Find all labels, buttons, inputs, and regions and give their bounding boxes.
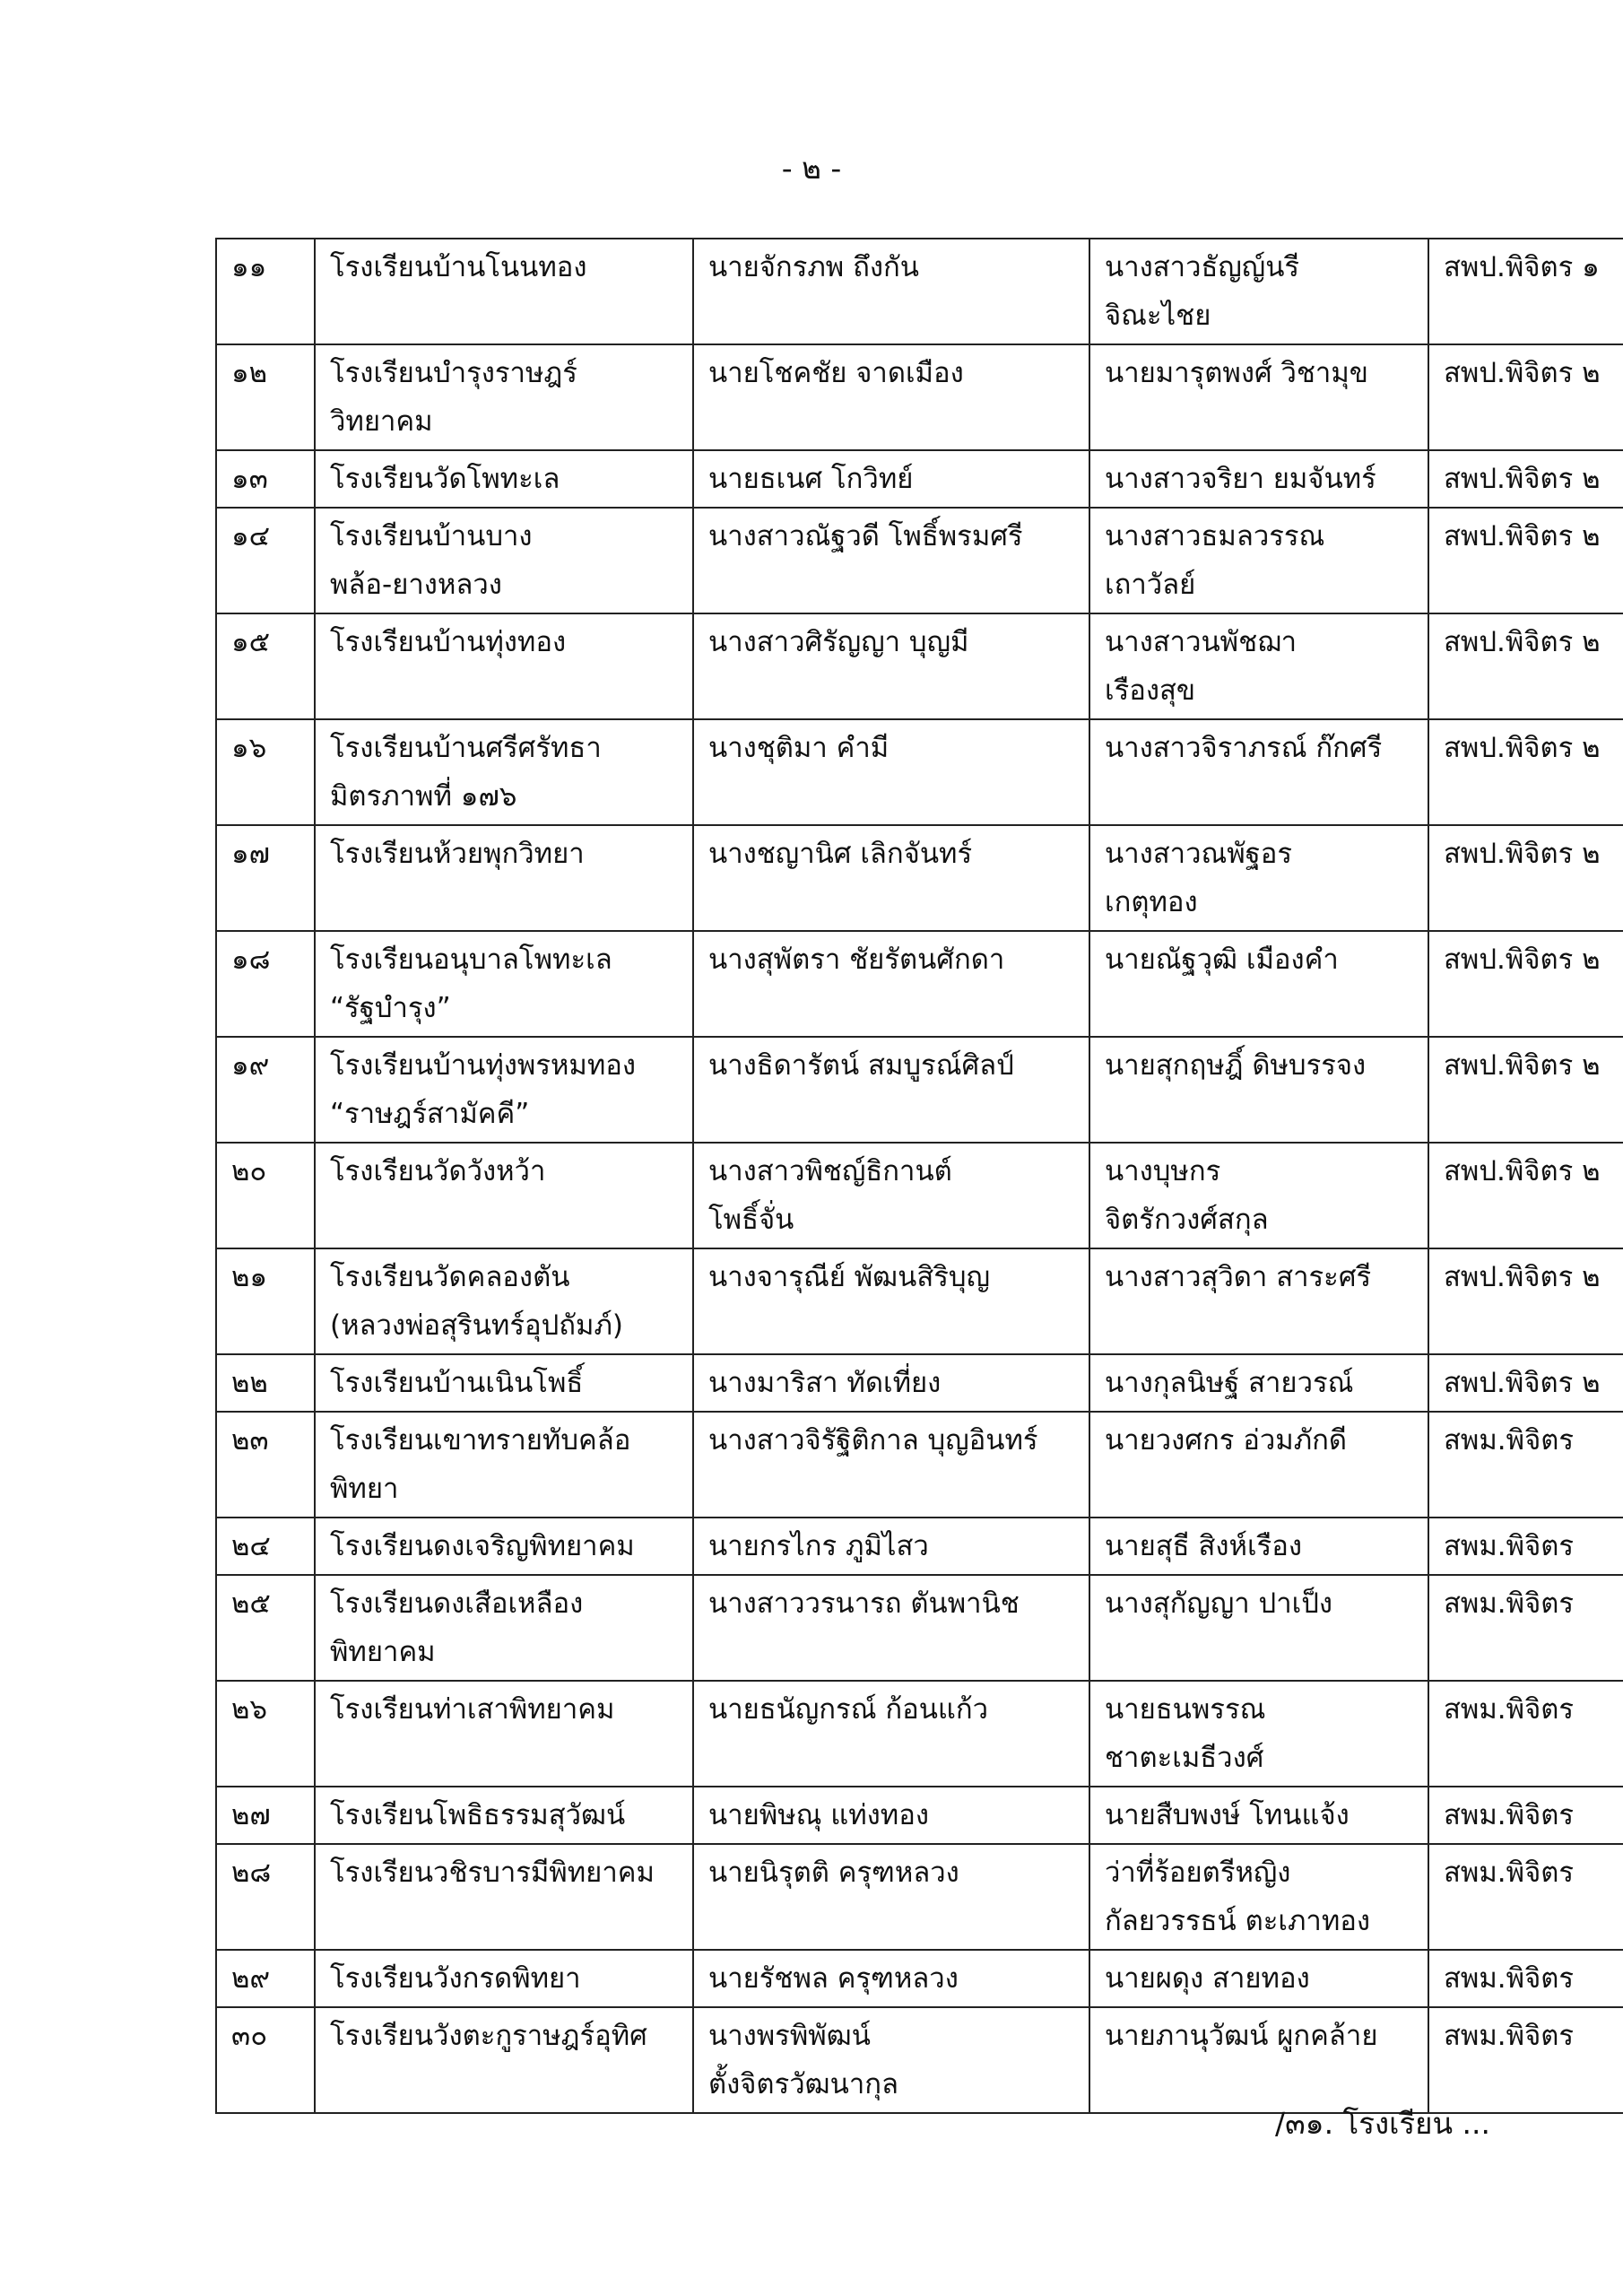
school-name-cell	[315, 1248, 693, 1354]
row-number-cell	[216, 1787, 315, 1844]
row-number-text: ๒๑	[231, 1261, 268, 1293]
deputy-name-line: นางสาวนพัชฌา	[1105, 626, 1298, 658]
deputy-name-cell	[1089, 1518, 1428, 1575]
row-number-cell	[216, 613, 315, 719]
row-number-cell	[216, 1950, 315, 2007]
school-name-line: โรงเรียนบ้านทุ่งทอง	[330, 626, 567, 658]
deputy-name-line: นายภานุวัฒน์ ผูกคล้าย	[1105, 2020, 1378, 2052]
row-number-cell	[216, 344, 315, 450]
director-name-line: นายรัชพล ครุฑหลวง	[708, 1962, 959, 1995]
row-number-cell	[216, 719, 315, 825]
office-text: สพป.พิจิตร ๒	[1444, 463, 1601, 495]
deputy-name-cell	[1089, 1143, 1428, 1248]
director-name-line: นางมาริสา ทัดเที่ยง	[708, 1367, 942, 1399]
director-name-cell	[693, 931, 1089, 1037]
deputy-name-cell	[1089, 1037, 1428, 1143]
school-name-line: วิทยาคม	[330, 405, 433, 438]
office-text: สพป.พิจิตร ๒	[1444, 357, 1601, 389]
table-row	[216, 239, 1623, 344]
office-text: สพม.พิจิตร	[1444, 1693, 1575, 1726]
deputy-name-cell	[1089, 931, 1428, 1037]
office-cell	[1428, 1518, 1623, 1575]
school-name-line: โรงเรียนวัดคลองตัน	[330, 1261, 570, 1293]
school-name-line: โรงเรียนห้วยพุกวิทยา	[330, 838, 585, 870]
deputy-name-cell	[1089, 1787, 1428, 1844]
row-number-cell	[216, 1143, 315, 1248]
school-name-cell	[315, 344, 693, 450]
table-row	[216, 344, 1623, 450]
office-cell	[1428, 613, 1623, 719]
deputy-name-cell	[1089, 2007, 1428, 2113]
director-name-line: นางสาวณัฐวดี โพธิ์พรมศรี	[708, 520, 1023, 552]
office-cell	[1428, 344, 1623, 450]
director-name-cell	[693, 1950, 1089, 2007]
director-name-cell	[693, 719, 1089, 825]
director-name-line: นายกรไกร ภูมิไสว	[708, 1530, 929, 1562]
director-name-line: นางธิดารัตน์ สมบูรณ์ศิลป์	[708, 1049, 1014, 1082]
office-cell	[1428, 719, 1623, 825]
deputy-name-cell	[1089, 508, 1428, 613]
deputy-name-line: นางสาวธัญญ์นรี	[1105, 251, 1300, 283]
school-name-line: โรงเรียนวังกรดพิทยา	[330, 1962, 581, 1995]
row-number-cell	[216, 1248, 315, 1354]
row-number-text: ๒๓	[231, 1424, 269, 1457]
school-name-cell	[315, 1844, 693, 1950]
school-name-line: พิทยา	[330, 1473, 399, 1505]
office-cell	[1428, 1248, 1623, 1354]
deputy-name-line: นางสุกัญญา ปาเป็ง	[1105, 1587, 1333, 1620]
row-number-cell	[216, 450, 315, 508]
school-name-cell	[315, 1354, 693, 1412]
office-text: สพป.พิจิตร ๒	[1444, 732, 1601, 764]
office-cell	[1428, 1412, 1623, 1518]
continuation-note: /๓๑. โรงเรียน ...	[1274, 2106, 1490, 2141]
row-number-text: ๑๑	[231, 251, 267, 283]
table-row	[216, 1950, 1623, 2007]
school-name-line: โรงเรียนบำรุงราษฎร์	[330, 357, 577, 389]
deputy-name-line: นางสาวณพัฐอร	[1105, 838, 1293, 870]
office-cell	[1428, 931, 1623, 1037]
director-name-cell	[693, 1681, 1089, 1787]
director-name-cell	[693, 1248, 1089, 1354]
row-number-cell	[216, 1518, 315, 1575]
director-name-cell	[693, 344, 1089, 450]
row-number-text: ๒๔	[231, 1530, 271, 1562]
row-number-text: ๑๒	[231, 357, 268, 389]
table-row	[216, 1143, 1623, 1248]
director-name-line: นายธเนศ โกวิทย์	[708, 463, 914, 495]
deputy-name-line: นางสาวจริยา ยมจันทร์	[1105, 463, 1376, 495]
deputy-name-line: นายธนพรรณ	[1105, 1693, 1266, 1726]
director-name-cell	[693, 825, 1089, 931]
table-row	[216, 450, 1623, 508]
school-name-line: (หลวงพ่อสุรินทร์อุปถัมภ์)	[330, 1309, 623, 1342]
office-text: สพป.พิจิตร ๒	[1444, 1155, 1601, 1187]
row-number-cell	[216, 1037, 315, 1143]
director-name-line: นายธนัญกรณ์ ก้อนแก้ว	[708, 1693, 989, 1726]
row-number-cell	[216, 508, 315, 613]
row-number-text: ๒๘	[231, 1857, 272, 1889]
director-name-line: นางสาวศิรัญญา บุญมี	[708, 626, 969, 658]
office-cell	[1428, 1575, 1623, 1681]
row-number-text: ๒๐	[231, 1155, 267, 1187]
director-name-line: นางชุติมา คำมี	[708, 732, 890, 764]
school-name-line: “ราษฎร์สามัคคี”	[330, 1098, 530, 1130]
school-name-cell	[315, 450, 693, 508]
school-name-line: “รัฐบำรุง”	[330, 992, 451, 1024]
director-name-line: นางสาวจิรัฐิติกาล บุญอินทร์	[708, 1424, 1038, 1457]
deputy-name-line: จิณะไชย	[1105, 300, 1211, 332]
row-number-text: ๒๙	[231, 1962, 271, 1995]
director-name-cell	[693, 1354, 1089, 1412]
row-number-text: ๑๙	[231, 1049, 270, 1082]
office-text: สพป.พิจิตร ๒	[1444, 838, 1601, 870]
director-name-line: นางสุพัตรา ชัยรัตนศักดา	[708, 944, 1005, 976]
deputy-name-cell	[1089, 1412, 1428, 1518]
deputy-name-line: เถาวัลย์	[1105, 569, 1196, 601]
director-name-cell	[693, 239, 1089, 344]
deputy-name-line: เกตุทอง	[1105, 886, 1198, 918]
director-name-cell	[693, 1518, 1089, 1575]
school-name-cell	[315, 1681, 693, 1787]
deputy-name-line: นางสาวธมลวรรณ	[1105, 520, 1325, 552]
row-number-text: ๑๘	[231, 944, 271, 976]
school-name-line: มิตรภาพที่ ๑๗๖	[330, 780, 517, 813]
director-name-line: นางพรพิพัฒน์	[708, 2020, 871, 2052]
table-row	[216, 508, 1623, 613]
office-text: สพป.พิจิตร ๑	[1444, 251, 1600, 283]
office-text: สพป.พิจิตร ๒	[1444, 944, 1601, 976]
school-name-line: โรงเรียนวัดโพทะเล	[330, 463, 560, 495]
school-name-line: โรงเรียนบ้านทุ่งพรหมทอง	[330, 1049, 637, 1082]
row-number-cell	[216, 1681, 315, 1787]
deputy-name-cell	[1089, 1844, 1428, 1950]
deputy-name-line: นางสาวสุวิดา สาระศรี	[1105, 1261, 1372, 1293]
deputy-name-line: นายมารุตพงศ์ วิชามุข	[1105, 357, 1368, 389]
deputy-name-cell	[1089, 719, 1428, 825]
office-text: สพม.พิจิตร	[1444, 1530, 1575, 1562]
director-name-cell	[693, 613, 1089, 719]
school-name-line: โรงเรียนวังตะกูราษฎร์อุทิศ	[330, 2020, 647, 2052]
director-name-cell	[693, 2007, 1089, 2113]
office-text: สพป.พิจิตร ๒	[1444, 520, 1601, 552]
deputy-name-cell	[1089, 239, 1428, 344]
school-name-line: โรงเรียนบ้านโนนทอง	[330, 251, 587, 283]
deputy-name-line: ว่าที่ร้อยตรีหญิง	[1105, 1857, 1291, 1889]
row-number-text: ๒๕	[231, 1587, 271, 1620]
school-name-cell	[315, 1412, 693, 1518]
office-cell	[1428, 1950, 1623, 2007]
deputy-name-cell	[1089, 1681, 1428, 1787]
director-name-line: นางชญานิศ เลิกจันทร์	[708, 838, 973, 870]
school-name-line: โรงเรียนวัดวังหว้า	[330, 1155, 546, 1187]
row-number-cell	[216, 239, 315, 344]
school-name-cell	[315, 1787, 693, 1844]
table-row	[216, 1037, 1623, 1143]
table-row	[216, 825, 1623, 931]
office-cell	[1428, 1143, 1623, 1248]
deputy-name-line: นายณัฐวุฒิ เมืองคำ	[1105, 944, 1339, 976]
school-name-line: โรงเรียนโพธิธรรมสุวัฒน์	[330, 1799, 626, 1831]
office-cell	[1428, 825, 1623, 931]
table-row	[216, 1787, 1623, 1844]
office-cell	[1428, 1037, 1623, 1143]
school-name-cell	[315, 931, 693, 1037]
director-name-cell	[693, 450, 1089, 508]
office-text: สพม.พิจิตร	[1444, 1799, 1575, 1831]
director-name-cell	[693, 1844, 1089, 1950]
row-number-cell	[216, 1412, 315, 1518]
table-row	[216, 1681, 1623, 1787]
row-number-text: ๓๐	[231, 2020, 268, 2052]
director-name-cell	[693, 508, 1089, 613]
row-number-text: ๑๕	[231, 626, 271, 658]
row-number-cell	[216, 1844, 315, 1950]
office-text: สพป.พิจิตร ๒	[1444, 1367, 1601, 1399]
school-name-cell	[315, 2007, 693, 2113]
school-name-line: โรงเรียนท่าเสาพิทยาคม	[330, 1693, 615, 1726]
row-number-text: ๒๖	[231, 1693, 268, 1726]
director-name-line: นายโชคชัย จาดเมือง	[708, 357, 964, 389]
office-text: สพม.พิจิตร	[1444, 2020, 1575, 2052]
director-name-line: นางสาวพิชญ์ธิกานต์	[708, 1155, 952, 1187]
row-number-text: ๑๖	[231, 732, 267, 764]
school-name-cell	[315, 1518, 693, 1575]
deputy-name-line: นายสืบพงษ์ โทนแจ้ง	[1105, 1799, 1350, 1831]
office-cell	[1428, 239, 1623, 344]
school-name-cell	[315, 508, 693, 613]
school-name-cell	[315, 719, 693, 825]
school-table	[215, 238, 1623, 2114]
deputy-name-line: นายสุธี สิงห์เรือง	[1105, 1530, 1302, 1562]
row-number-cell	[216, 1575, 315, 1681]
school-name-line: โรงเรียนดงเจริญพิทยาคม	[330, 1530, 635, 1562]
table-row	[216, 719, 1623, 825]
row-number-cell	[216, 1354, 315, 1412]
school-name-line: โรงเรียนบ้านศรีศรัทธา	[330, 732, 602, 764]
deputy-name-line: นายวงศกร อ่วมภักดี	[1105, 1424, 1348, 1457]
school-name-cell	[315, 1950, 693, 2007]
row-number-text: ๒๒	[231, 1367, 268, 1399]
office-cell	[1428, 2007, 1623, 2113]
office-text: สพม.พิจิตร	[1444, 1857, 1575, 1889]
office-text: สพป.พิจิตร ๒	[1444, 1261, 1601, 1293]
office-text: สพป.พิจิตร ๒	[1444, 626, 1601, 658]
deputy-name-line: เรืองสุข	[1105, 674, 1196, 707]
director-name-cell	[693, 1037, 1089, 1143]
table-row	[216, 931, 1623, 1037]
deputy-name-line: ชาตะเมธีวงศ์	[1105, 1742, 1264, 1774]
row-number-cell	[216, 825, 315, 931]
director-name-cell	[693, 1143, 1089, 1248]
table-row	[216, 1412, 1623, 1518]
table-row	[216, 1518, 1623, 1575]
school-name-line: โรงเรียนบ้านบาง	[330, 520, 533, 552]
school-name-line: พิทยาคม	[330, 1636, 436, 1668]
director-name-cell	[693, 1412, 1089, 1518]
deputy-name-line: นายผดุง สายทอง	[1105, 1962, 1310, 1995]
office-text: สพป.พิจิตร ๒	[1444, 1049, 1601, 1082]
row-number-cell	[216, 2007, 315, 2113]
table-body	[216, 239, 1623, 2113]
deputy-name-cell	[1089, 344, 1428, 450]
row-number-text: ๒๗	[231, 1799, 271, 1831]
office-cell	[1428, 1844, 1623, 1950]
director-name-cell	[693, 1787, 1089, 1844]
director-name-line: นายพิษณุ แท่งทอง	[708, 1799, 929, 1831]
director-name-line: นางสาววรนารถ ตันพานิช	[708, 1587, 1020, 1620]
school-name-line: พล้อ-ยางหลวง	[330, 569, 502, 601]
deputy-name-line: กัลยวรรธน์ ตะเภาทอง	[1105, 1905, 1371, 1937]
director-name-line: นายจักรภพ ถึงกัน	[708, 251, 919, 283]
school-name-cell	[315, 825, 693, 931]
office-cell	[1428, 1354, 1623, 1412]
row-number-text: ๑๗	[231, 838, 270, 870]
deputy-name-cell	[1089, 450, 1428, 508]
deputy-name-line: นางบุษกร	[1105, 1155, 1221, 1187]
school-name-line: โรงเรียนเขาทรายทับคล้อ	[330, 1424, 631, 1457]
deputy-name-line: นายสุกฤษฎิ์ ดิษบรรจง	[1105, 1049, 1367, 1082]
office-cell	[1428, 1681, 1623, 1787]
school-name-line: โรงเรียนดงเสือเหลือง	[330, 1587, 584, 1620]
office-cell	[1428, 1787, 1623, 1844]
office-text: สพม.พิจิตร	[1444, 1962, 1575, 1995]
row-number-text: ๑๓	[231, 463, 268, 495]
table-row	[216, 1575, 1623, 1681]
school-name-cell	[315, 613, 693, 719]
deputy-name-cell	[1089, 825, 1428, 931]
school-name-cell	[315, 1143, 693, 1248]
school-name-line: โรงเรียนวชิรบารมีพิทยาคม	[330, 1857, 655, 1889]
deputy-name-cell	[1089, 1354, 1428, 1412]
deputy-name-cell	[1089, 613, 1428, 719]
school-name-cell	[315, 239, 693, 344]
office-text: สพม.พิจิตร	[1444, 1587, 1575, 1620]
deputy-name-line: นางสาวจิราภรณ์ ก๊กศรี	[1105, 732, 1383, 764]
table-row	[216, 1248, 1623, 1354]
school-name-line: โรงเรียนอนุบาลโพทะเล	[330, 944, 612, 976]
table-row	[216, 613, 1623, 719]
director-name-line: โพธิ์จั่น	[708, 1204, 794, 1236]
deputy-name-line: นางกุลนิษฐ์ สายวรณ์	[1105, 1367, 1354, 1399]
deputy-name-cell	[1089, 1575, 1428, 1681]
office-cell	[1428, 508, 1623, 613]
school-name-cell	[315, 1037, 693, 1143]
office-text: สพม.พิจิตร	[1444, 1424, 1575, 1457]
deputy-name-cell	[1089, 1950, 1428, 2007]
director-name-line: นางจารุณีย์ พัฒนสิริบุญ	[708, 1261, 991, 1293]
office-cell	[1428, 450, 1623, 508]
school-name-cell	[315, 1575, 693, 1681]
school-name-line: โรงเรียนบ้านเนินโพธิ์	[330, 1367, 584, 1399]
director-name-line: นายนิรุตติ ครุฑหลวง	[708, 1857, 959, 1889]
deputy-name-line: จิตรักวงศ์สกุล	[1105, 1204, 1269, 1236]
page-number: - ๒ -	[781, 151, 842, 186]
table-row	[216, 2007, 1623, 2113]
table-row	[216, 1354, 1623, 1412]
deputy-name-cell	[1089, 1248, 1428, 1354]
row-number-cell	[216, 931, 315, 1037]
director-name-cell	[693, 1575, 1089, 1681]
director-name-line: ตั้งจิตรวัฒนากุล	[708, 2068, 898, 2100]
table-row	[216, 1844, 1623, 1950]
row-number-text: ๑๔	[231, 520, 271, 552]
